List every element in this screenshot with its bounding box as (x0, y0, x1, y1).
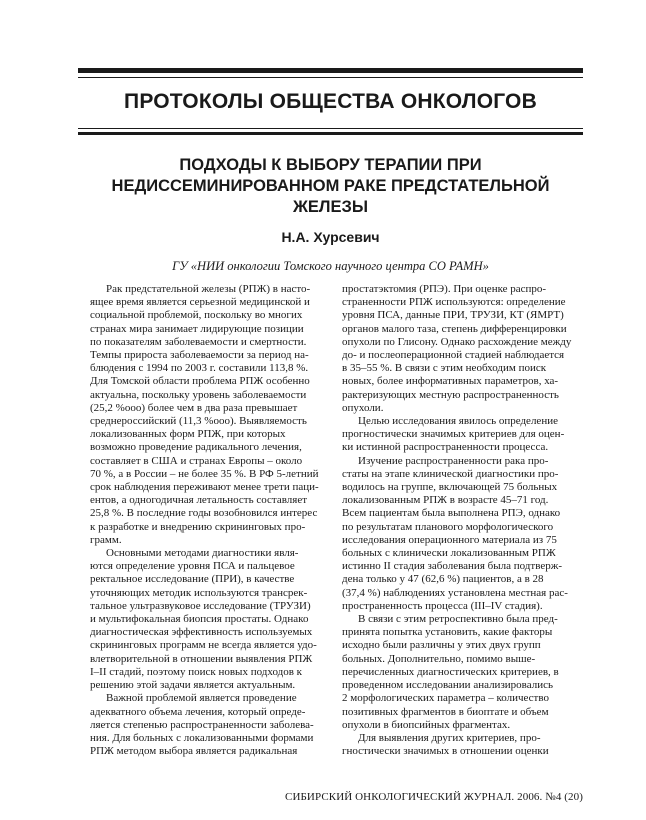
text-line: по показателям заболеваемости и смертности. (90, 335, 307, 348)
text-line: решению этой задачи является актуальным. (90, 679, 296, 692)
text-line: гностически значимых в отношении оценки (342, 745, 549, 758)
text-line: простатэктомия (РПЭ). При оценке распро- (342, 283, 547, 295)
text-line: 25,8 %. В последние годы возобновился интерес (90, 507, 318, 520)
header-rule-thin (78, 77, 583, 78)
text-line: позитивных фрагментов в биоптате и объем (342, 705, 549, 718)
text-line: срок наблюдения переживают менее трети паци- (90, 481, 319, 494)
text-line: опухоли по Глисону. Однако расхождение между (342, 335, 572, 348)
paragraph-6 (342, 455, 587, 613)
text-line: ентов, а одногодичная летальность составляет (90, 494, 308, 507)
text-line: среднероссийский (11,3 %ооо). Выявляемость (90, 415, 307, 428)
text-line: ния. Для больных с локализованными формами (90, 731, 314, 744)
text-line: Важной проблемой является проведение (106, 692, 297, 705)
text-line: уровня ПСА, данные ПРИ, ТРУЗИ, КТ (ЯМРТ) (342, 309, 564, 322)
text-line: пространенность процесса (III–IV стадия). (342, 599, 543, 612)
text-line: ляется степенью распространенности заболева- (90, 718, 314, 731)
text-line: Рак предстательной железы (РПЖ) в насто- (106, 283, 311, 295)
text-line: по результатам планового морфологического (342, 520, 554, 533)
text-line: социальной проблемой, поскольку во многих (90, 309, 303, 322)
text-line: до- и послеоперационной стадией наблюдается (342, 349, 565, 362)
text-line: влетворительной в отношении выявления РПЖ (90, 652, 313, 665)
text-line: локализованным РПЖ в возрасте 45–71 год. (342, 494, 549, 507)
text-line: РПЖ методом выбора является радикальная (90, 745, 298, 758)
text-line: ются определение уровня ПСА и пальцевое (90, 560, 295, 573)
left-column (90, 283, 335, 758)
text-line: исходно были различны у этих двух групп (342, 639, 541, 652)
section-rule-thin (78, 128, 583, 129)
text-line: Целью исследования явилось определение (358, 415, 558, 428)
paragraph-8 (342, 732, 587, 758)
text-line: ки истинной распространенности процесса. (342, 441, 549, 454)
text-line: ректальное исследование (ПРИ), в качестве (90, 573, 295, 586)
text-line: рактеризующих местную распространенность (342, 388, 559, 401)
text-line: диагностическая эффективность используемых (90, 626, 313, 639)
text-line: Темпы прироста заболеваемости за период на- (90, 349, 309, 362)
text-line: ящее время является серьезной медицинской и (90, 296, 310, 309)
text-line: странах мира занимает лидирующие позиции (90, 322, 304, 335)
paragraph-3 (90, 692, 335, 758)
text-line: 2 морфологических параметра – количество (342, 692, 549, 705)
text-line: (25,2 %ооо) более чем в два раза превышает (90, 401, 298, 414)
text-line: прогностически значимых критериев для оцен- (342, 428, 565, 441)
paragraph-5 (342, 415, 587, 455)
text-line: опухоли в биопсийных фрагментах. (342, 718, 511, 731)
text-line: локализованных форм РПЖ, при которых (90, 428, 286, 441)
text-line: и мультифокальная биопсия простаты. Однако (90, 613, 309, 626)
text-line: перечисленных диагностических критериев, в (342, 665, 559, 678)
right-column (342, 283, 587, 758)
text-line: к разработке и внедрению скрининговых про- (90, 520, 306, 533)
text-line: органов малого таза, степень дифференцировки (342, 322, 567, 335)
author-affiliation: ГУ «НИИ онкологии Томского научного центра СО РАМН» (172, 259, 489, 273)
paragraph-1 (90, 283, 335, 547)
text-line: истинно II стадия заболевания была подтверж- (342, 560, 562, 573)
text-line: Для Томской области проблема РПЖ особенно (90, 375, 310, 388)
text-line: принята попытка установить, какие факторы (342, 626, 553, 639)
text-line: составляет в США и странах Европы – около (90, 454, 303, 467)
text-line: больных. Дополнительно, помимо выше- (342, 652, 536, 665)
text-line: (37,4 %) наблюдениях установлена местная рас- (342, 586, 568, 599)
text-line: проведенном исследовании анализировались (342, 679, 553, 692)
text-line: I–II стадий, поэтому поиск новых подходов к (90, 665, 303, 678)
text-line: исследования операционного материала из 75 (342, 533, 557, 546)
text-line: адекватного объема лечения, который опреде- (90, 705, 306, 718)
text-line: уточняющих методик используются трансрек- (90, 586, 308, 599)
paragraph-4 (342, 283, 587, 415)
text-line: В связи с этим ретроспективно была пред- (358, 613, 558, 626)
author-name: Н.А. Хурсевич (281, 229, 380, 245)
paragraph-2 (90, 547, 335, 692)
text-line: новых, более информативных параметров, ха- (342, 375, 559, 388)
text-line: Изучение распространенности рака про- (358, 454, 549, 467)
text-line: статы на этапе клинической диагностики про- (342, 467, 559, 480)
text-line: скрининговых программ не всегда является удо- (90, 639, 317, 652)
header-rule-thick (78, 68, 583, 73)
text-line: дена только у 47 (62,6 %) пациентов, а в 28 (342, 573, 544, 586)
text-line: возможно проведение радикального лечения, (90, 441, 302, 454)
text-line: Для выявления других критериев, про- (358, 731, 541, 744)
text-line: блюдения с 1994 по 2003 г. составили 113,8 %. (90, 362, 309, 375)
article-title-line: ЖЕЛЕЗЫ (293, 198, 368, 216)
text-line: грамм. (90, 533, 122, 546)
text-line: Основными методами диагностики явля- (106, 547, 299, 560)
text-line: страненности РПЖ используются: определение (342, 296, 566, 309)
journal-footer: СИБИРСКИЙ ОНКОЛОГИЧЕСКИЙ ЖУРНАЛ. 2006. №4 (20) (285, 791, 583, 803)
text-line: в 35–55 %. В связи с этим необходим поиск (342, 362, 547, 375)
section-rule-thick (78, 132, 583, 135)
paragraph-7 (342, 613, 587, 732)
section-title: ПРОТОКОЛЫ ОБЩЕСТВА ОНКОЛОГОВ (124, 90, 537, 113)
article-title-line: ПОДХОДЫ К ВЫБОРУ ТЕРАПИИ ПРИ (179, 156, 482, 174)
article-title-line: НЕДИССЕМИНИРОВАННОМ РАКЕ ПРЕДСТАТЕЛЬНОЙ (111, 177, 550, 195)
article-title (78, 155, 583, 218)
text-line: тальное ультразвуковое исследование (ТРУЗИ) (90, 599, 311, 612)
text-line: больных с клинически локализованным РПЖ (342, 547, 556, 560)
text-line: 70 %, а в России – не более 35 %. В РФ 5-летний (90, 467, 319, 480)
text-line: опухоли. (342, 401, 384, 414)
text-line: Всем пациентам была выполнена РПЭ, однако (342, 507, 561, 520)
text-line: водилось на группе, включающей 75 больных (342, 481, 558, 494)
text-line: актуальна, поскольку уровень заболеваемости (90, 388, 307, 401)
